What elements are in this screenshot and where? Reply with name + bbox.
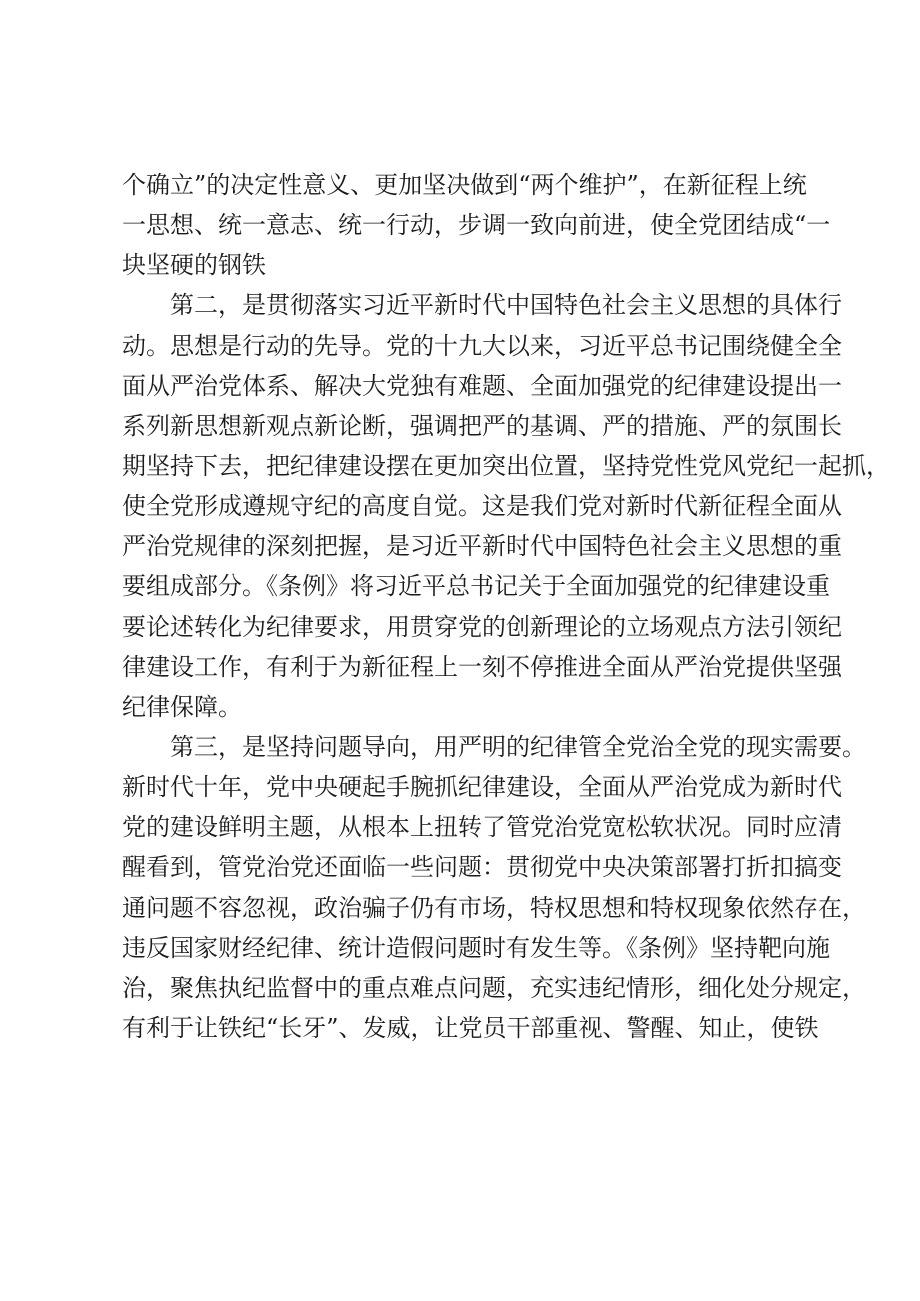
text-line: 严治党规律的深刻把握，是习近平新时代中国特色社会主义思想的重	[122, 532, 842, 561]
text-line: 党的建设鲜明主题，从根本上扭转了管党治党宽松软状况。同时应清	[122, 813, 842, 842]
text-line: 纪律保障。	[122, 692, 242, 721]
text-line: 通问题不容忽视，政治骗子仍有市场，特权思想和特权现象依然存在，	[122, 893, 866, 922]
text-line: 系列新思想新观点新论断，强调把严的基调、严的措施、严的氛围长	[122, 411, 842, 440]
text-line: 面从严治党体系、解决大党独有难题、全面加强党的纪律建设提出一	[122, 371, 842, 400]
text-line: 一思想、统一意志、统一行动，步调一致向前进，使全党团结成“一	[122, 211, 831, 240]
paragraph-start-line: 第三，是坚持问题导向，用严明的纪律管全党治全党的现实需要。	[170, 732, 866, 761]
body-text	[122, 165, 890, 1048]
paragraph-start-line: 第二，是贯彻落实习近平新时代中国特色社会主义思想的具体行	[170, 291, 842, 320]
text-line: 律建设工作，有利于为新征程上一刻不停推进全面从严治党提供坚强	[122, 652, 842, 681]
text-line: 个确立”的决定性意义、更加坚决做到“两个维护”，在新征程上统	[122, 171, 807, 199]
text-line: 违反国家财经纪律、统计造假问题时有发生等。《条例》坚持靶向施	[122, 933, 830, 962]
text-line: 块坚硬的钢铁	[122, 251, 266, 280]
text-line: 使全党形成遵规守纪的高度自觉。这是我们党对新时代新征程全面从	[122, 492, 842, 521]
text-line: 动。思想是行动的先导。党的十九大以来，习近平总书记围绕健全全	[122, 331, 842, 360]
text-line: 新时代十年，党中央硬起手腕抓纪律建设，全面从严治党成为新时代	[122, 773, 842, 802]
text-line: 醒看到，管党治党还面临一些问题：贯彻党中央决策部署打折扣搞变	[122, 853, 842, 882]
text-line: 治，聚焦执纪监督中的重点难点问题，充实违纪情形，细化处分规定，	[122, 973, 866, 1002]
text-line: 期坚持下去，把纪律建设摆在更加突出位置，坚持党性党风党纪一起抓，	[122, 451, 890, 480]
text-line: 有利于让铁纪“长牙”、发威，让党员干部重视、警醒、知止，使铁	[122, 1013, 819, 1042]
text-line: 要论述转化为纪律要求，用贯穿党的创新理论的立场观点方法引领纪	[122, 612, 842, 641]
text-line: 要组成部分。《条例》将习近平总书记关于全面加强党的纪律建设重	[122, 572, 830, 601]
